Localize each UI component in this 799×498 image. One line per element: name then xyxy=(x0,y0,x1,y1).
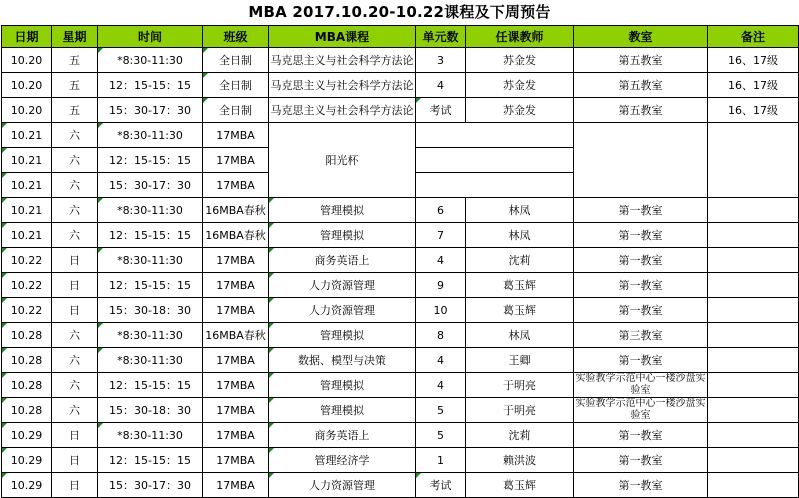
cell-room: 第五教室 xyxy=(574,48,708,73)
cell-units: 10 xyxy=(416,298,466,323)
cell-teacher: 葛玉辉 xyxy=(466,473,574,498)
cell-class: 16MBA春秋 xyxy=(203,323,269,348)
table-row xyxy=(2,323,799,348)
cell-course: 马克思主义与社会科学方法论 xyxy=(269,73,416,98)
cell-time: 15：30-18：30 xyxy=(98,298,203,323)
cell-course: 马克思主义与社会科学方法论 xyxy=(269,98,416,123)
cell-date: 10.22 xyxy=(2,298,52,323)
cell-date: 10.22 xyxy=(2,248,52,273)
cell-time: 12：15-15：15 xyxy=(98,273,203,298)
cell-time: 15：30-17：30 xyxy=(98,173,203,198)
cell-units: 4 xyxy=(416,73,466,98)
cell-note xyxy=(708,398,799,423)
cell-teacher: 于明亮 xyxy=(466,373,574,398)
cell-course: 人力资源管理 xyxy=(269,473,416,498)
cell-weekday: 六 xyxy=(52,123,98,148)
cell-class: 全日制 xyxy=(203,48,269,73)
cell-weekday: 六 xyxy=(52,173,98,198)
cell-units xyxy=(416,173,574,198)
cell-units: 6 xyxy=(416,198,466,223)
cell-class: 17MBA xyxy=(203,273,269,298)
cell-time: *8:30-11:30 xyxy=(98,123,203,148)
cell-class: 17MBA xyxy=(203,398,269,423)
schedule-table xyxy=(1,25,799,498)
cell-note xyxy=(708,223,799,248)
cell-units: 9 xyxy=(416,273,466,298)
cell-note: 16、17级 xyxy=(708,48,799,73)
cell-time: 12：15-15：15 xyxy=(98,73,203,98)
cell-date: 10.29 xyxy=(2,423,52,448)
cell-note: 16、17级 xyxy=(708,98,799,123)
cell-room: 实验教学示范中心一楼沙盘实验室 xyxy=(575,373,706,396)
table-row xyxy=(2,423,799,448)
cell-units xyxy=(416,123,574,148)
cell-weekday: 六 xyxy=(52,398,98,423)
table-row xyxy=(2,398,799,423)
cell-date: 10.28 xyxy=(2,323,52,348)
cell-weekday: 五 xyxy=(52,73,98,98)
cell-note xyxy=(708,348,799,373)
cell-weekday: 五 xyxy=(52,98,98,123)
cell-room: 第一教室 xyxy=(574,348,708,373)
cell-weekday: 六 xyxy=(52,198,98,223)
cell-class: 17MBA xyxy=(203,148,269,173)
cell-room: 第一教室 xyxy=(574,273,708,298)
table-row xyxy=(2,348,799,373)
cell-teacher: 葛玉辉 xyxy=(466,273,574,298)
cell-course: 人力资源管理 xyxy=(269,298,416,323)
cell-course: 管理模拟 xyxy=(269,373,416,398)
table-row xyxy=(2,273,799,298)
table-row xyxy=(2,373,799,398)
cell-time: *8:30-11:30 xyxy=(98,198,203,223)
cell-room: 第一教室 xyxy=(574,298,708,323)
cell-units: 7 xyxy=(416,223,466,248)
cell-note xyxy=(708,473,799,498)
cell-time: 12：15-15：15 xyxy=(98,223,203,248)
cell-room: 第五教室 xyxy=(574,73,708,98)
cell-date: 10.22 xyxy=(2,273,52,298)
col-header-room: 教室 xyxy=(574,26,708,48)
cell-units: 1 xyxy=(416,448,466,473)
cell-date: 10.28 xyxy=(2,348,52,373)
cell-units: 8 xyxy=(416,323,466,348)
cell-date: 10.29 xyxy=(2,473,52,498)
cell-date: 10.21 xyxy=(2,173,52,198)
cell-weekday: 六 xyxy=(52,323,98,348)
cell-teacher: 沈莉 xyxy=(466,423,574,448)
cell-class: 16MBA春秋 xyxy=(203,198,269,223)
cell-teacher: 苏金发 xyxy=(466,98,574,123)
cell-note xyxy=(708,298,799,323)
cell-units: 考试 xyxy=(416,473,466,498)
cell-class: 全日制 xyxy=(203,98,269,123)
header-row xyxy=(2,26,799,48)
cell-time: 15：30-17：30 xyxy=(98,98,203,123)
cell-units: 4 xyxy=(416,348,466,373)
cell-note xyxy=(708,273,799,298)
col-header-note: 备注 xyxy=(708,26,799,48)
table-row xyxy=(2,248,799,273)
cell-class: 17MBA xyxy=(203,248,269,273)
cell-time: *8:30-11:30 xyxy=(98,348,203,373)
cell-class: 16MBA春秋 xyxy=(203,223,269,248)
cell-note xyxy=(708,248,799,273)
cell-class: 全日制 xyxy=(203,73,269,98)
cell-date: 10.20 xyxy=(2,48,52,73)
cell-time: *8:30-11:30 xyxy=(98,323,203,348)
cell-weekday: 五 xyxy=(52,48,98,73)
cell-weekday: 日 xyxy=(52,423,98,448)
cell-class: 17MBA xyxy=(203,123,269,148)
cell-teacher: 林凤 xyxy=(466,223,574,248)
cell-course: 管理经济学 xyxy=(269,448,416,473)
cell-units: 4 xyxy=(416,373,466,398)
col-header-date: 日期 xyxy=(2,26,52,48)
cell-note xyxy=(708,448,799,473)
cell-teacher: 赖洪波 xyxy=(466,448,574,473)
cell-class: 17MBA xyxy=(203,298,269,323)
cell-weekday: 六 xyxy=(52,148,98,173)
col-header-weekday: 星期 xyxy=(52,26,98,48)
cell-course: 人力资源管理 xyxy=(269,273,416,298)
cell-date: 10.28 xyxy=(2,398,52,423)
cell-class: 17MBA xyxy=(203,448,269,473)
col-header-units: 单元数 xyxy=(416,26,466,48)
cell-course: 管理模拟 xyxy=(269,198,416,223)
cell-note xyxy=(708,198,799,223)
cell-weekday: 六 xyxy=(52,348,98,373)
cell-course: 阳光杯 xyxy=(269,123,416,198)
table-row xyxy=(2,48,799,73)
cell-teacher: 苏金发 xyxy=(466,73,574,98)
cell-teacher: 林凤 xyxy=(466,198,574,223)
cell-room: 实验教学示范中心一楼沙盘实验室 xyxy=(575,398,706,421)
page-title: MBA 2017.10.20-10.22课程及下周预告 xyxy=(248,3,551,21)
cell-teacher: 苏金发 xyxy=(466,48,574,73)
cell-date: 10.21 xyxy=(2,123,52,148)
cell-date: 10.28 xyxy=(2,373,52,398)
cell-course: 商务英语上 xyxy=(269,423,416,448)
cell-room: 第一教室 xyxy=(574,223,708,248)
cell-date: 10.21 xyxy=(2,148,52,173)
cell-time: *8:30-11:30 xyxy=(98,248,203,273)
cell-time: *8:30-11:30 xyxy=(98,423,203,448)
col-header-course: MBA课程 xyxy=(269,26,416,48)
cell-weekday: 日 xyxy=(52,298,98,323)
cell-course: 管理模拟 xyxy=(269,398,416,423)
table-row xyxy=(2,98,799,123)
cell-date: 10.21 xyxy=(2,223,52,248)
cell-room: 第一教室 xyxy=(574,198,708,223)
cell-course: 商务英语上 xyxy=(269,248,416,273)
cell-date: 10.29 xyxy=(2,448,52,473)
cell-weekday: 日 xyxy=(52,473,98,498)
cell-note xyxy=(708,323,799,348)
cell-units xyxy=(416,148,574,173)
cell-units: 4 xyxy=(416,248,466,273)
cell-course: 管理模拟 xyxy=(269,223,416,248)
cell-date: 10.21 xyxy=(2,198,52,223)
cell-weekday: 日 xyxy=(52,448,98,473)
col-header-class: 班级 xyxy=(203,26,269,48)
cell-room: 第五教室 xyxy=(574,98,708,123)
col-header-time: 时间 xyxy=(98,26,203,48)
cell-time: 15：30-18：30 xyxy=(98,398,203,423)
table-row xyxy=(2,223,799,248)
cell-teacher: 林凤 xyxy=(466,323,574,348)
table-row xyxy=(2,123,799,148)
table-row xyxy=(2,73,799,98)
cell-class: 17MBA xyxy=(203,373,269,398)
cell-units: 3 xyxy=(416,48,466,73)
cell-time: 12：15-15：15 xyxy=(98,373,203,398)
cell-teacher: 王卿 xyxy=(466,348,574,373)
cell-time: 12：15-15：15 xyxy=(98,148,203,173)
cell-class: 17MBA xyxy=(203,173,269,198)
cell-class: 17MBA xyxy=(203,473,269,498)
cell-room xyxy=(574,123,708,198)
cell-class: 17MBA xyxy=(203,423,269,448)
cell-time: 12：15-15：15 xyxy=(98,448,203,473)
cell-course: 数据、模型与决策 xyxy=(269,348,416,373)
cell-weekday: 日 xyxy=(52,273,98,298)
col-header-teacher: 任课教师 xyxy=(466,26,574,48)
cell-teacher: 沈莉 xyxy=(466,248,574,273)
cell-room: 第一教室 xyxy=(574,423,708,448)
cell-room: 第一教室 xyxy=(574,448,708,473)
cell-teacher: 于明亮 xyxy=(466,398,574,423)
table-row xyxy=(2,473,799,498)
cell-course: 管理模拟 xyxy=(269,323,416,348)
cell-weekday: 日 xyxy=(52,248,98,273)
cell-units: 考试 xyxy=(416,98,466,123)
cell-units: 5 xyxy=(416,423,466,448)
cell-weekday: 六 xyxy=(52,223,98,248)
cell-time: 15：30-17：30 xyxy=(98,473,203,498)
cell-note xyxy=(708,373,799,398)
cell-teacher: 葛玉辉 xyxy=(466,298,574,323)
cell-date: 10.20 xyxy=(2,98,52,123)
cell-note: 16、17级 xyxy=(708,73,799,98)
cell-note xyxy=(708,423,799,448)
cell-class: 17MBA xyxy=(203,348,269,373)
cell-weekday: 六 xyxy=(52,373,98,398)
cell-room: 第一教室 xyxy=(574,248,708,273)
cell-date: 10.20 xyxy=(2,73,52,98)
cell-note xyxy=(708,123,799,198)
cell-room: 第三教室 xyxy=(574,323,708,348)
cell-room: 第一教室 xyxy=(574,473,708,498)
cell-course: 马克思主义与社会科学方法论 xyxy=(269,48,416,73)
table-row xyxy=(2,448,799,473)
cell-time: *8:30-11:30 xyxy=(98,48,203,73)
table-row xyxy=(2,298,799,323)
cell-units: 5 xyxy=(416,398,466,423)
table-row xyxy=(2,198,799,223)
